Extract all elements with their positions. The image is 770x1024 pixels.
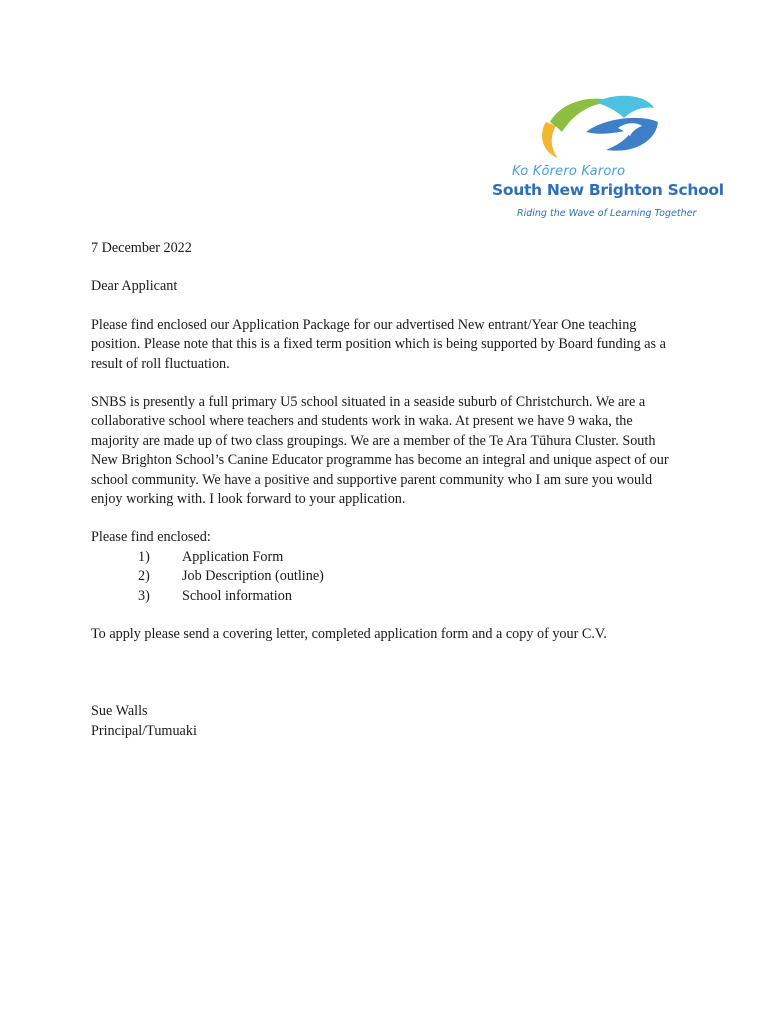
list-item: [91, 548, 681, 567]
school-logo: [490, 92, 724, 227]
signature-title: Principal/Tumuaki: [91, 722, 197, 739]
signature-name: Sue Walls: [91, 703, 148, 720]
list-item-number: 2): [138, 568, 150, 585]
enclosed-list: [91, 548, 681, 606]
logo-tagline: Ko Kōrero Karoro: [512, 164, 626, 179]
logo-motto: Riding the Wave of Learning Together: [517, 208, 697, 219]
wave-bird-logo-icon: [536, 92, 660, 162]
paragraph-application-package: Please find enclosed our Application Package for our advertised New entrant/Year One teaching position. Please note that this is a fixed term position which is being supported by Board funding as a result of roll fluctuation.: [91, 316, 666, 372]
paragraph-school-description: SNBS is presently a full primary U5 school situated in a seaside suburb of Christchurch. We are a collaborative school where teachers and students work in waka. At present we have 9 waka, the majority are made up of two class groupings. We are a member of the Te Ara Tūhura Cluster. South New Brighton School’s Canine Educator programme has become an integral and unique aspect of our school community. We have a positive and supportive parent community who I am sure you would enjoy working with. I look forward to your application.: [91, 394, 669, 508]
enclosed-title: Please find enclosed:: [91, 529, 211, 546]
list-item: [91, 567, 681, 586]
logo-school-name: South New Brighton School: [492, 181, 724, 199]
letter-date: 7 December 2022: [91, 240, 192, 256]
letter-body: [91, 239, 681, 741]
apply-instructions: To apply please send a covering letter, completed application form and a copy of your C.V.: [91, 626, 607, 643]
list-item: [91, 587, 681, 606]
list-item-label: School information: [182, 587, 292, 604]
list-item-label: Application Form: [182, 548, 284, 565]
list-item-label: Job Description (outline): [182, 568, 324, 585]
list-item-number: 1): [138, 548, 150, 565]
salutation: Dear Applicant: [91, 278, 178, 295]
list-item-number: 3): [138, 587, 150, 604]
